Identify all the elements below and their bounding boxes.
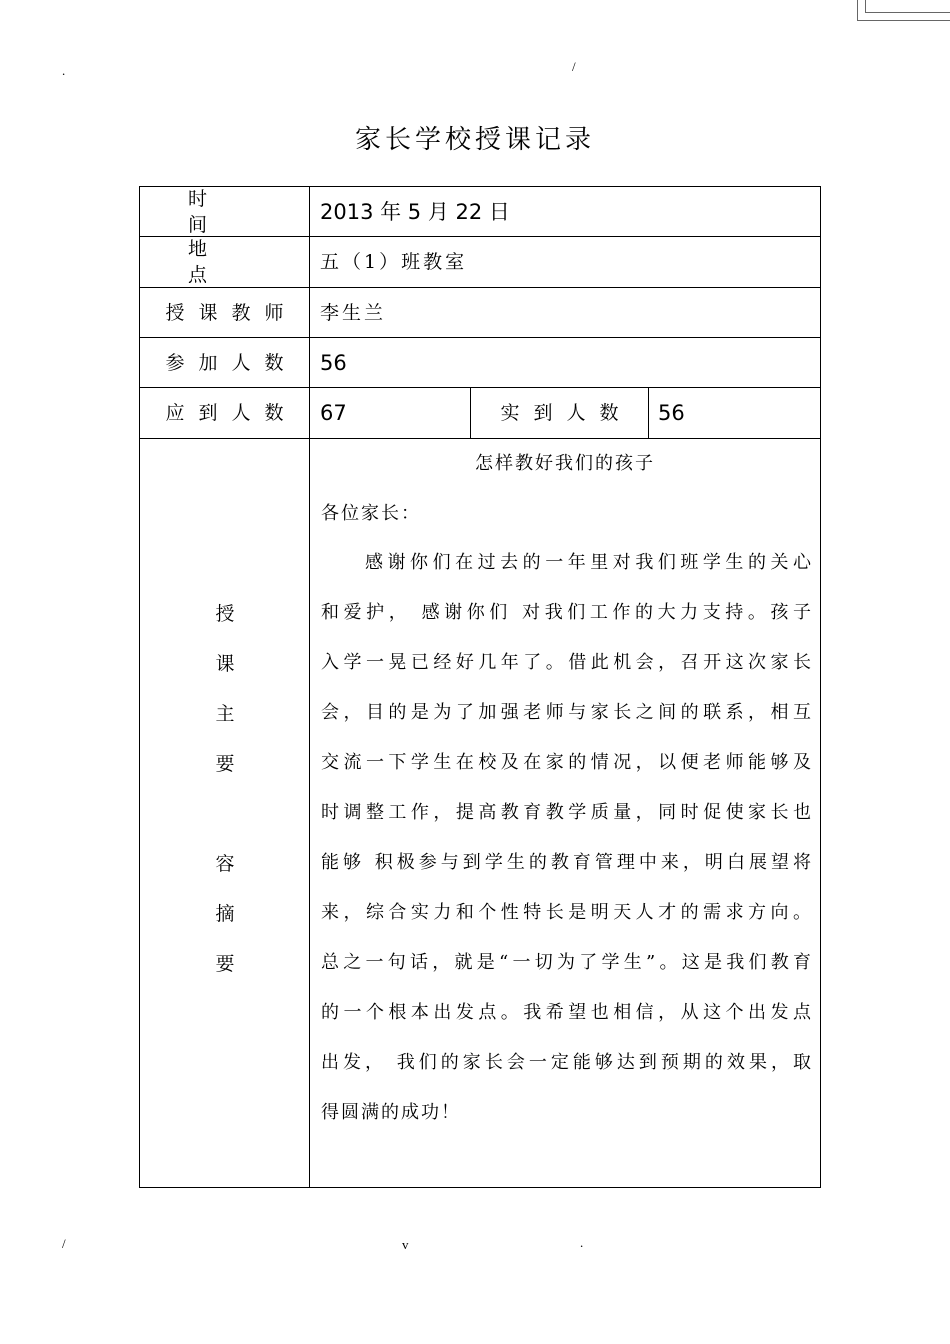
content-line: 时调整工作，提高教育教学质量，同时促使家长也 — [321, 802, 811, 823]
place-label: 地点 — [188, 238, 256, 286]
teacher-label: 授课教师 — [165, 301, 298, 324]
content-side-label-char: 摘 — [215, 903, 235, 925]
content-line: 出发， 我们的家长会一定能够达到预期的效果，取 — [321, 1052, 811, 1073]
content-side-label-char: 要 — [215, 953, 235, 975]
footer-slash-mark: / — [62, 1236, 66, 1251]
expected-value: 67 — [320, 401, 347, 425]
content-side-label-char: 课 — [215, 653, 235, 675]
content-side-label-char: 容 — [215, 853, 235, 875]
content-side-label-char: 授 — [215, 603, 235, 625]
content-line: 得圆满的成功！ — [321, 1102, 461, 1123]
content-line: 总之一句话，就是“一切为了学生”。这是我们教育 — [321, 952, 811, 973]
content-line: 来，综合实力和个性特长是明天人才的需求方向。 — [321, 902, 811, 923]
participants-value: 56 — [320, 350, 347, 375]
expected-label: 应到人数 — [165, 402, 298, 424]
content-line: 能够 积极参与到学生的教育管理中来，明白展望将 — [321, 852, 811, 873]
place-value: 五（1）班教室 — [320, 251, 468, 273]
footer-dot-mark: . — [580, 1235, 584, 1250]
participants-label: 参加人数 — [165, 351, 298, 374]
time-value: 2013 年 5 月 22 日 — [320, 199, 510, 224]
content-line: 的一个根本出发点。我希望也相信，从这个出发点 — [321, 1002, 811, 1023]
header-slash-mark: / — [572, 59, 576, 74]
row-divider — [139, 438, 821, 439]
content-heading: 怎样教好我们的孩子 — [475, 453, 655, 474]
footer-v-mark: v — [402, 1237, 409, 1252]
content-greeting: 各位家长： — [321, 503, 421, 524]
actual-value: 56 — [658, 401, 685, 425]
header-dot-mark: . — [62, 63, 66, 78]
teacher-value: 李生兰 — [320, 301, 387, 324]
page-corner-frame-inner — [865, 0, 950, 13]
content-line: 和爱护， 感谢你们 对我们工作的大力支持。孩子 — [321, 602, 811, 623]
content-line: 感谢你们在过去的一年里对我们班学生的关心 — [365, 552, 811, 573]
content-side-label-char: 主 — [215, 703, 235, 725]
content-line: 入学一晃已经好几年了。借此机会，召开这次家长 — [321, 652, 811, 673]
actual-label: 实到人数 — [500, 402, 633, 424]
time-label: 时间 — [188, 187, 256, 236]
column-divider — [648, 387, 649, 439]
page-title: 家长学校授课记录 — [354, 125, 595, 155]
content-line: 交流一下学生在校及在家的情况，以便老师能够及 — [321, 752, 811, 773]
column-divider — [309, 186, 310, 1188]
content-line: 会，目的是为了加强老师与家长之间的联系，相互 — [321, 702, 811, 723]
content-side-label-char: 要 — [215, 753, 235, 775]
